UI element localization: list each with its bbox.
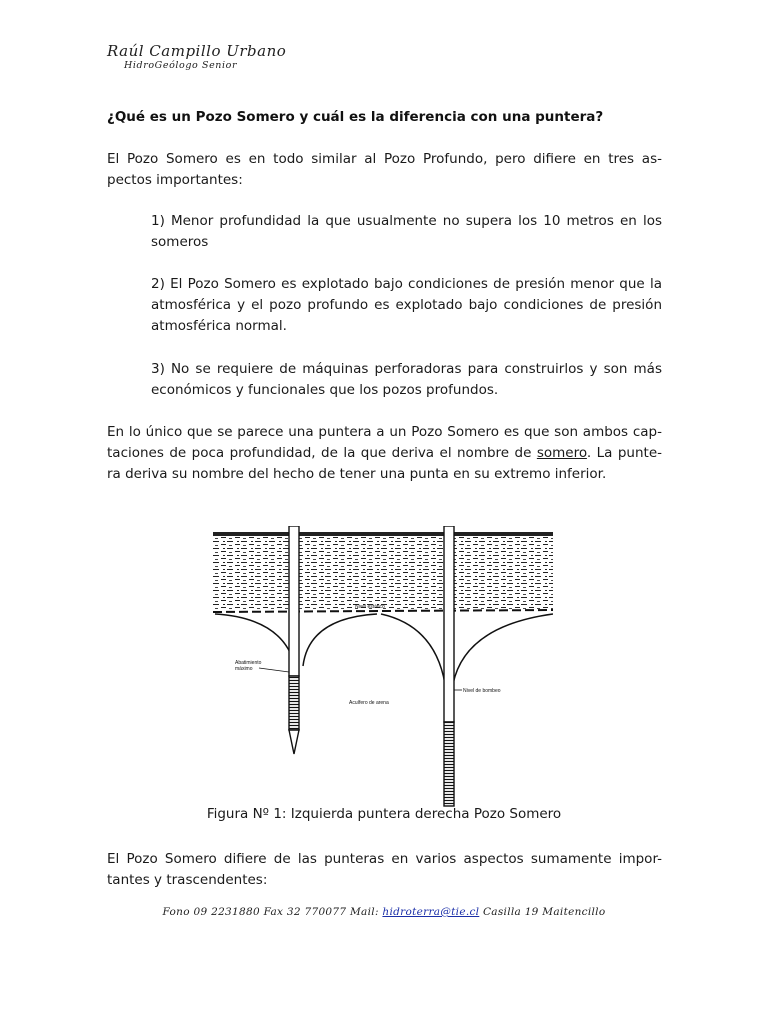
list-item-line: 2) El Pozo Somero es explotado bajo condiciones de presión menor que la xyxy=(151,276,662,292)
list-item-line: 1) Menor profundidad la que usualmente no supera los 10 metros en los xyxy=(151,213,662,229)
text-span: taciones de poca profundidad, de la que deriva el nombre de xyxy=(107,445,537,461)
intro-line: El Pozo Somero es en todo similar al Pozo Profundo, pero difiere en tres as- xyxy=(107,151,662,167)
pump-level-label: Nivel de bombeo xyxy=(463,688,501,694)
page-footer xyxy=(0,906,768,918)
email-link[interactable]: hidroterra@tie.cl xyxy=(382,906,480,918)
comparison-paragraph xyxy=(107,422,662,485)
list-item-2 xyxy=(151,274,662,337)
comparison-line: En lo único que se parece una puntera a un Pozo Somero es que son ambos cap- xyxy=(107,424,662,440)
intro-line: pectos importantes: xyxy=(107,172,243,188)
aquifer-label: Acuífero de arena xyxy=(349,700,389,706)
right-shallow-well xyxy=(444,526,454,806)
list-item-line: económicos y funcionales que los pozos profundos. xyxy=(151,382,499,398)
well-diagram xyxy=(213,526,553,810)
intro-paragraph xyxy=(107,149,662,191)
comparison-line: ra deriva su nombre del hecho de tener una punta en su extremo inferior. xyxy=(107,466,607,482)
differences-paragraph xyxy=(107,849,662,891)
list-item-line: atmosférica normal. xyxy=(151,318,287,334)
right-drawdown-cone xyxy=(381,614,445,684)
differences-line: tantes y trascendentes: xyxy=(107,872,268,888)
soil-layer xyxy=(213,534,553,610)
list-item-line: 3) No se requiere de máquinas perforadoras para construirlos y son más xyxy=(151,361,662,377)
differences-line: El Pozo Somero difiere de las punteras en varios aspectos sumamente impor- xyxy=(107,851,662,867)
list-item-line: someros xyxy=(151,234,209,250)
list-item-3 xyxy=(151,359,662,401)
list-item-line: atmosférica y el pozo profundo es explotado bajo condiciones de presión xyxy=(151,297,662,313)
footer-contact: Fono 09 2231880 Fax 32 770077 Mail: xyxy=(162,906,383,918)
list-item-1 xyxy=(151,211,662,253)
author-name: Raúl Campillo Urbano xyxy=(107,42,287,60)
text-span: . La punte- xyxy=(586,445,662,461)
footer-address: Casilla 19 Maitencillo xyxy=(479,906,606,918)
left-drawdown-cone xyxy=(215,614,295,666)
author-role: HidroGeólogo Senior xyxy=(124,60,238,71)
static-level-line xyxy=(213,610,553,612)
static-level-label: Nivel estático xyxy=(355,604,385,610)
figure-caption: Figura Nº 1: Izquierda puntera derecha Pozo Somero xyxy=(206,806,562,822)
comparison-line xyxy=(107,443,662,464)
document-title: ¿Qué es un Pozo Somero y cuál es la diferencia con una puntera? xyxy=(107,109,604,125)
soil-top xyxy=(213,532,553,536)
max-drawdown-label: Abatimiento xyxy=(235,660,262,666)
max-drawdown-label-2: máximo xyxy=(235,666,253,672)
somero-link[interactable]: somero xyxy=(536,445,587,461)
left-well-point xyxy=(289,526,299,754)
